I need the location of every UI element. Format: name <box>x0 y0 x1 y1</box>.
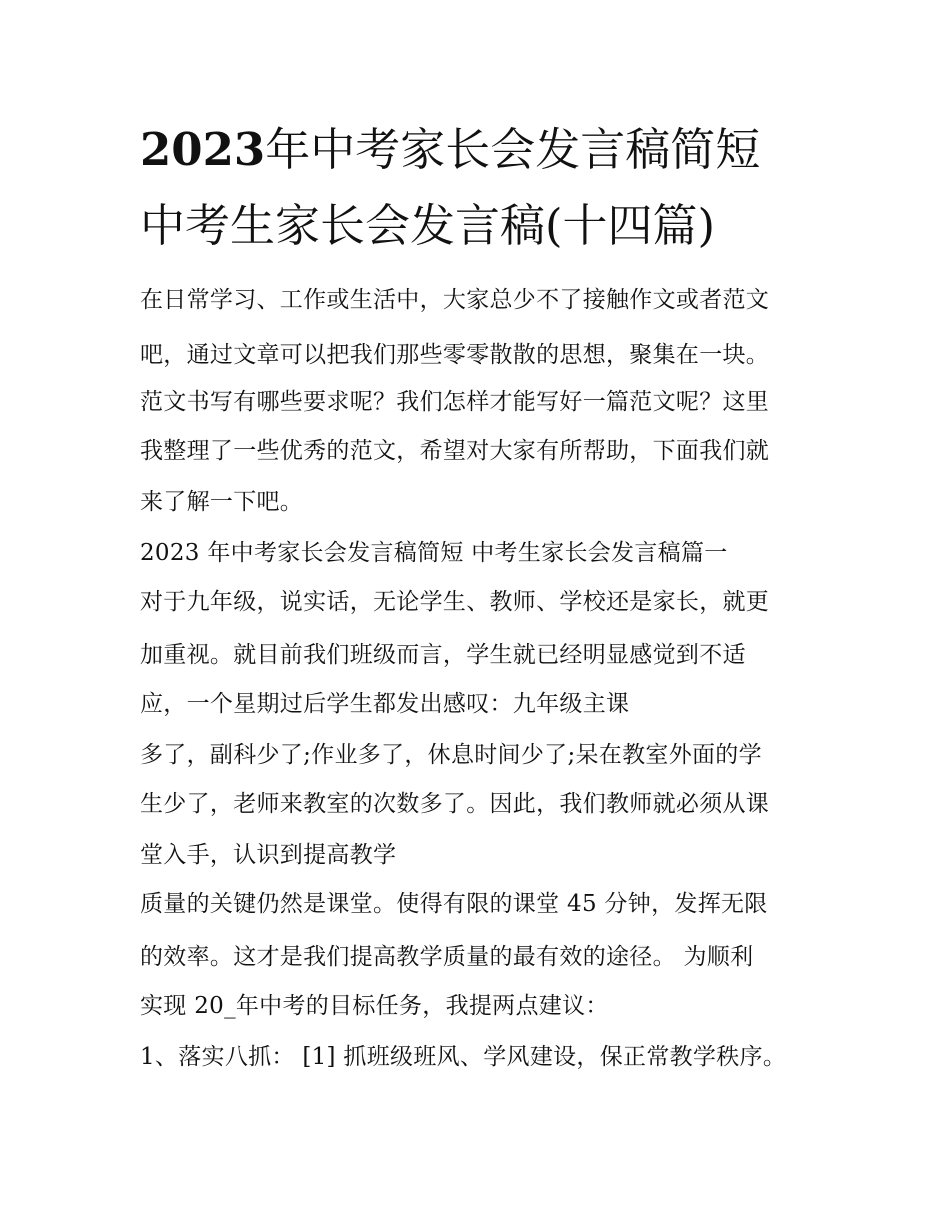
body-line-7: 对于九年级，说实话，无论学生、教师、学校还是家长，就更 <box>140 589 770 615</box>
body-line-16: 1、落实八抓： [1] 抓班级班风、学风建设，保正常教学秩序。 <box>140 1044 787 1070</box>
body-line-15: 实现 20_年中考的目标任务，我提两点建议： <box>140 993 609 1019</box>
body-line-12: 堂入手，认识到提高教学 <box>140 842 397 868</box>
body-line-4: 我整理了一些优秀的范文，希望对大家有所帮助，下面我们就 <box>140 438 770 464</box>
body-line-3: 范文书写有哪些要求呢？我们怎样才能写好一篇范文呢？这里 <box>140 389 770 415</box>
body-line-1: 在日常学习、工作或生活中，大家总少不了接触作文或者范文 <box>140 287 770 313</box>
body-line-14: 的效率。这才是我们提高教学质量的最有效的途径。 为顺利 <box>140 944 754 970</box>
body-line-9: 应，一个星期过后学生都发出感叹：九年级主课 <box>140 691 630 717</box>
title-year: 2023 <box>140 123 266 176</box>
document-title-line-2: 中考生家长会发言稿(十四篇) <box>140 199 716 252</box>
body-line-13: 质量的关键仍然是课堂。使得有限的课堂 45 分钟，发挥无限 <box>140 891 768 917</box>
document-title-line-1 <box>140 113 820 187</box>
body-line-8: 加重视。就目前我们班级而言，学生就已经明显感觉到不适 <box>140 642 746 668</box>
body-line-2: 吧，通过文章可以把我们那些零零散散的思想，聚集在一块。 <box>140 342 770 368</box>
section-heading: 2023 年中考家长会发言稿简短 中考生家长会发言稿篇一 <box>140 540 728 566</box>
body-line-5: 来了解一下吧。 <box>140 489 304 515</box>
title-line-1-text: 年中考家长会发言稿简短 <box>265 123 761 176</box>
body-line-10: 多了，副科少了;作业多了，休息时间少了;呆在教室外面的学 <box>140 742 762 768</box>
body-line-11: 生少了，老师来教室的次数多了。因此，我们教师就必须从课 <box>140 791 770 817</box>
